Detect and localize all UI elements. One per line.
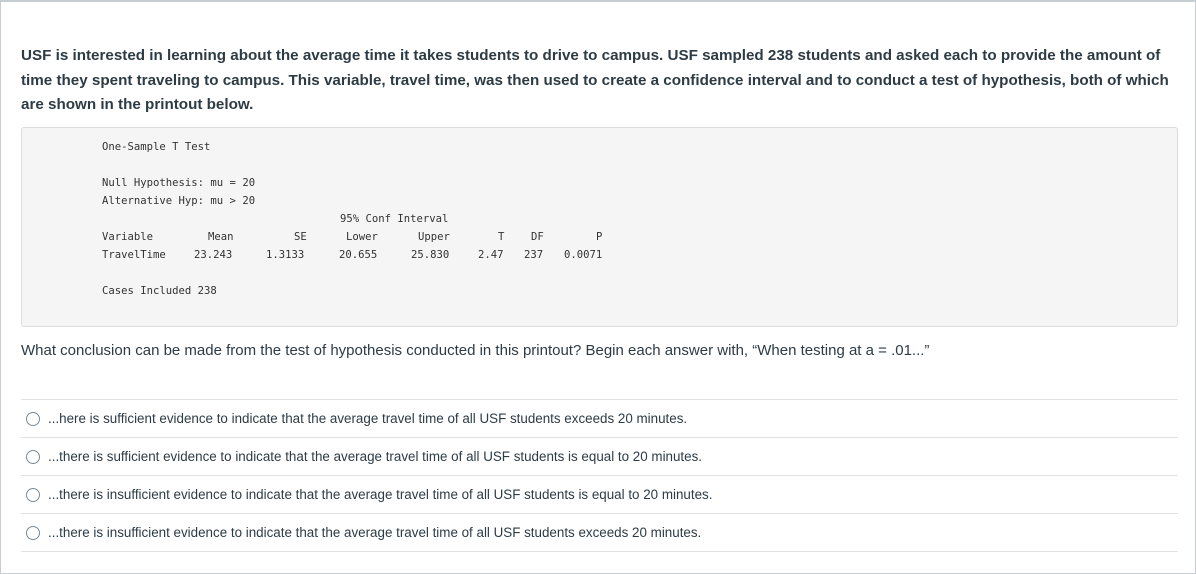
row-lower: 20.655: [339, 249, 378, 261]
answer-label: ...there is sufficient evidence to indicate that the average travel time of all USF students is equal to 20 minutes.: [48, 449, 703, 464]
answer-option[interactable]: [21, 399, 1178, 437]
answer-option[interactable]: [21, 437, 1178, 475]
answer-label: ...there is insufficient evidence to indicate that the average travel time of all USF students is equal to 20 minutes.: [48, 487, 713, 502]
radio-button[interactable]: [26, 450, 40, 464]
header-df: DF: [531, 231, 544, 243]
row-t: 2.47: [478, 249, 504, 261]
radio-button[interactable]: [26, 412, 40, 426]
answer-label: ...there is insufficient evidence to indicate that the average travel time of all USF students exceeds 20 minutes.: [48, 525, 702, 540]
question-intro: USF is interested in learning about the average time it takes students to drive to campus. USF sampled 238 students and asked each to provide the amount of time they spent traveling to campus. This variable, travel time, was then used to create a confidence interval and to conduct a test of hypothesis, both of which are shown in the printout below.: [21, 47, 1169, 113]
row-upper: 25.830: [411, 249, 450, 261]
row-mean: 23.243: [194, 249, 233, 261]
null-hypothesis: Null Hypothesis: mu = 20: [102, 177, 256, 189]
header-se: SE: [294, 231, 307, 243]
answer-option[interactable]: [21, 475, 1178, 513]
ci-header: 95% Conf Interval: [340, 213, 449, 225]
answer-list: [21, 399, 1178, 552]
printout-title: One-Sample T Test: [102, 141, 211, 153]
radio-button[interactable]: [26, 488, 40, 502]
row-df: 237: [524, 249, 544, 261]
header-p: P: [596, 231, 603, 243]
row-variable: TravelTime: [102, 249, 166, 261]
header-upper: Upper: [418, 231, 450, 243]
cases-included: Cases Included 238: [102, 285, 217, 297]
question-text: What conclusion can be made from the test of hypothesis conducted in this printout? Begin each answer with, “When testing at a = .01...”: [21, 342, 930, 359]
answer-option[interactable]: [21, 513, 1178, 552]
header-mean: Mean: [208, 231, 234, 243]
answer-label: ...here is sufficient evidence to indicate that the average travel time of all USF students exceeds 20 minutes.: [48, 411, 688, 426]
header-t: T: [498, 231, 505, 243]
header-variable: Variable: [102, 231, 154, 243]
radio-button[interactable]: [26, 526, 40, 540]
row-se: 1.3133: [266, 249, 305, 261]
printout-box: [21, 127, 1178, 327]
header-lower: Lower: [346, 231, 378, 243]
alternative-hypothesis: Alternative Hyp: mu > 20: [102, 195, 256, 207]
row-p: 0.0071: [564, 249, 603, 261]
